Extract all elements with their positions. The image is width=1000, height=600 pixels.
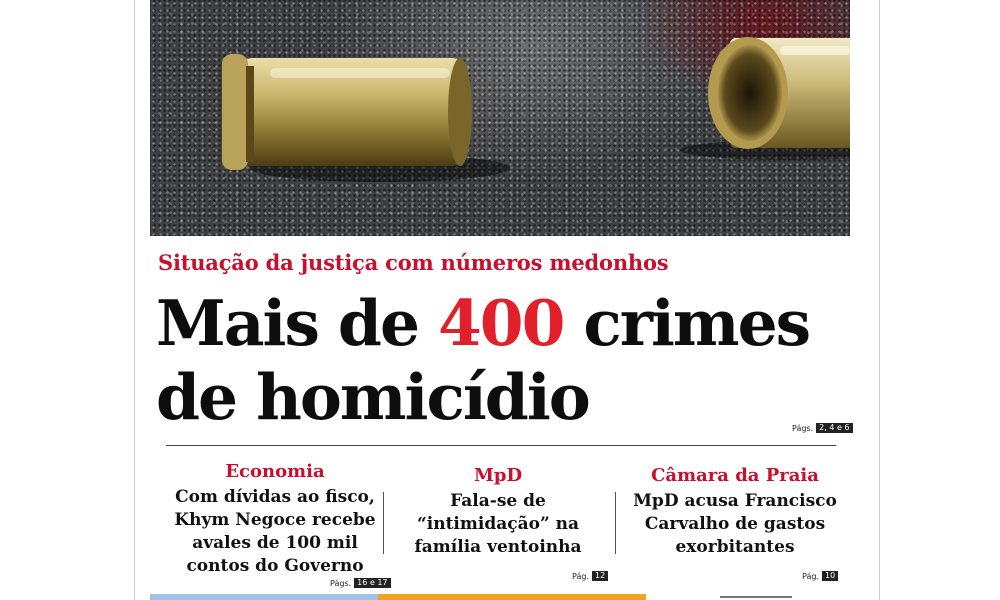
column-separator [615,492,616,554]
headline-text-pre: Mais de [156,286,438,360]
story-headline: Com dívidas ao fisco, Khym Negoce recebe avales de 100 mil contos do Governo [174,487,376,576]
story-page-label: Pág. [572,571,589,581]
story-page-number: 16 e 17 [354,578,390,588]
section-divider [166,445,836,446]
column-separator [383,492,384,554]
bullet-casings-photo [150,0,850,236]
story-economia-page-reference [330,578,391,588]
story-section-label: Câmara da Praia [651,465,819,486]
bottom-rule [720,596,792,598]
story-camara-page-reference [802,571,838,581]
lead-page-number: 2, 4 e 6 [816,423,852,433]
story-page-label: Pág. [802,571,819,581]
lead-headline[interactable] [156,286,846,434]
story-section-label: Economia [225,461,325,482]
story-camara-da-praia[interactable] [630,465,840,559]
story-page-label: Págs. [330,578,352,588]
lead-kicker: Situação da justiça com números medonhos [158,250,669,275]
headline-text-post: crimes de homicídio [156,286,810,434]
story-mpd[interactable] [398,465,598,559]
story-page-number: 10 [822,571,838,581]
lead-page-label: Págs. [792,423,814,433]
story-page-number: 12 [592,571,608,581]
story-headline: Fala-se de “intimidação” na família ventoinha [414,491,582,557]
lead-page-reference [792,423,853,433]
bottom-photo-strip-blue [150,594,378,600]
bottom-photo-strip-orange [378,594,646,600]
bullet-casing-graphic [150,0,850,236]
headline-number: 400 [437,286,564,360]
story-mpd-page-reference [572,571,608,581]
story-economia[interactable] [168,461,382,578]
story-headline: MpD acusa Francisco Carvalho de gastos exorbitantes [633,491,837,557]
story-section-label: MpD [473,465,523,486]
